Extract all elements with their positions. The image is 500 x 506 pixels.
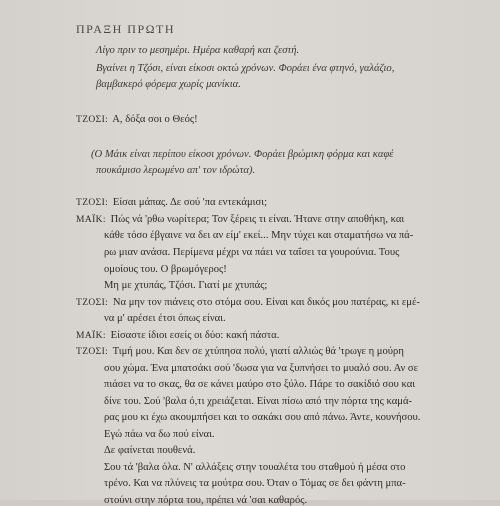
running-header: ΠΡΑΞΗ ΠΡΩΤΗ — [76, 22, 176, 36]
speaker-name: ΜΑΪΚ: — [76, 331, 106, 342]
dialogue-line: ΤΖΟΣΙ: Να μην τον πιάνεις στο στόμα σου. Είναι και δικός μου πατέρας, κι εμέ- — [76, 296, 420, 308]
dialogue-line: να μ' αρέσει έτσι όπως είναι. — [104, 313, 226, 325]
dialogue-line: ρας μου κι έχω ακουμπήσει και το σακάκι σου από πάνω. Άντε, κουνήσου. — [104, 412, 421, 424]
dialogue-line: Εγώ πάω να δω πού είναι. — [104, 429, 215, 441]
dialogue-line: πιάσει να το σκας, θα σε κάνει μαύρο στο ξύλο. Πάρε το σακίδιό σου και — [104, 378, 416, 390]
dialogue-line: ΤΖΟΣΙ: Α, δόξα σοι ο Θεός! — [76, 114, 198, 126]
dialogue-line: στούνι στην πόρτα του, πρέπει νά 'σαι καθαρός. — [104, 494, 308, 506]
dialogue-line: σου χώμα. Ένα μπατσάκι σού 'δωσα για να ξυπνήσει το μυαλό σου. Αν σε — [104, 362, 419, 374]
stage-direction: πουκάμισο λερωμένο απ' τον ιδρώτα). — [96, 164, 256, 176]
speaker-name: ΤΖΟΣΙ: — [76, 198, 109, 209]
speaker-name: ΤΖΟΣΙ: — [76, 297, 109, 308]
dialogue-line: ομοίους του. Ο βρωμόγερος! — [104, 263, 227, 275]
stage-direction: Βγαίνει η Τζόσι, είναι είκοσι οκτώ χρόνων. Φοράει ένα φτηνό, γαλάζιο, — [96, 63, 395, 74]
dialogue-line: Δε φαίνεται πουθενά. — [104, 445, 196, 457]
stage-direction: βαμβακερό φόρεμα χωρίς μανίκια. — [96, 78, 241, 90]
dialogue-line: ΤΖΟΣΙ: Τιμή μου. Και δεν σε χτύπησα πολύ, γιατί αλλιώς θά 'τρωγε η μούρη — [76, 346, 404, 358]
dialogue-line: ΜΑΪΚ: Πώς νά 'ρθω νωρίτερα; Τον ξέρεις τι είναι. Ήτανε στην αποθήκη, και — [76, 214, 405, 226]
speaker-name: ΤΖΟΣΙ: — [76, 115, 109, 126]
dialogue-line: ΜΑΪΚ: Είσαστε ίδιοι εσείς οι δύο: κακή πάστα. — [76, 330, 280, 342]
dialogue-line: τρένο. Και να πλύνεις τα μούτρα σου. Όταν ο Τόμας σε δει φάντη μπα- — [104, 477, 406, 489]
dialogue-line: κάθε τόσο έβγαινε να δει αν είμ' εκεί... Μην τύχει και σταματήσω να πά- — [104, 230, 414, 242]
dialogue-line: Σου τά 'βαλα όλα. Ν' αλλάξεις στην τουαλέτα του σταθμού ή μέσα στο — [104, 462, 406, 473]
dialogue-line: Μη με χτυπάς, Τζόσι. Γιατί με χτυπάς; — [104, 279, 268, 291]
dialogue-line: δίνε του. Σού 'βαλα ό,τι χρειάζεται. Είναι πίσω από την πόρτα της καμά- — [104, 395, 413, 407]
speaker-name: ΜΑΪΚ: — [76, 215, 106, 226]
speaker-name: ΤΖΟΣΙ: — [76, 347, 109, 358]
dialogue-line: ρω μιαν ανάσα. Περίμενα μέχρι να πάει να ταΐσει τα γουρούνια. Τους — [104, 246, 400, 258]
dialogue-line: ΤΖΟΣΙ: Είσαι μάπας. Δε σού 'πα εντεκάμισι; — [76, 197, 268, 209]
stage-direction: Λίγο πριν το μεσημέρι. Ημέρα καθαρή και ζεστή. — [96, 45, 300, 57]
stage-direction: (Ο Μάικ είναι περίπου είκοσι χρόνων. Φοράει βρώμικη φόρμα και καφέ — [91, 148, 394, 160]
